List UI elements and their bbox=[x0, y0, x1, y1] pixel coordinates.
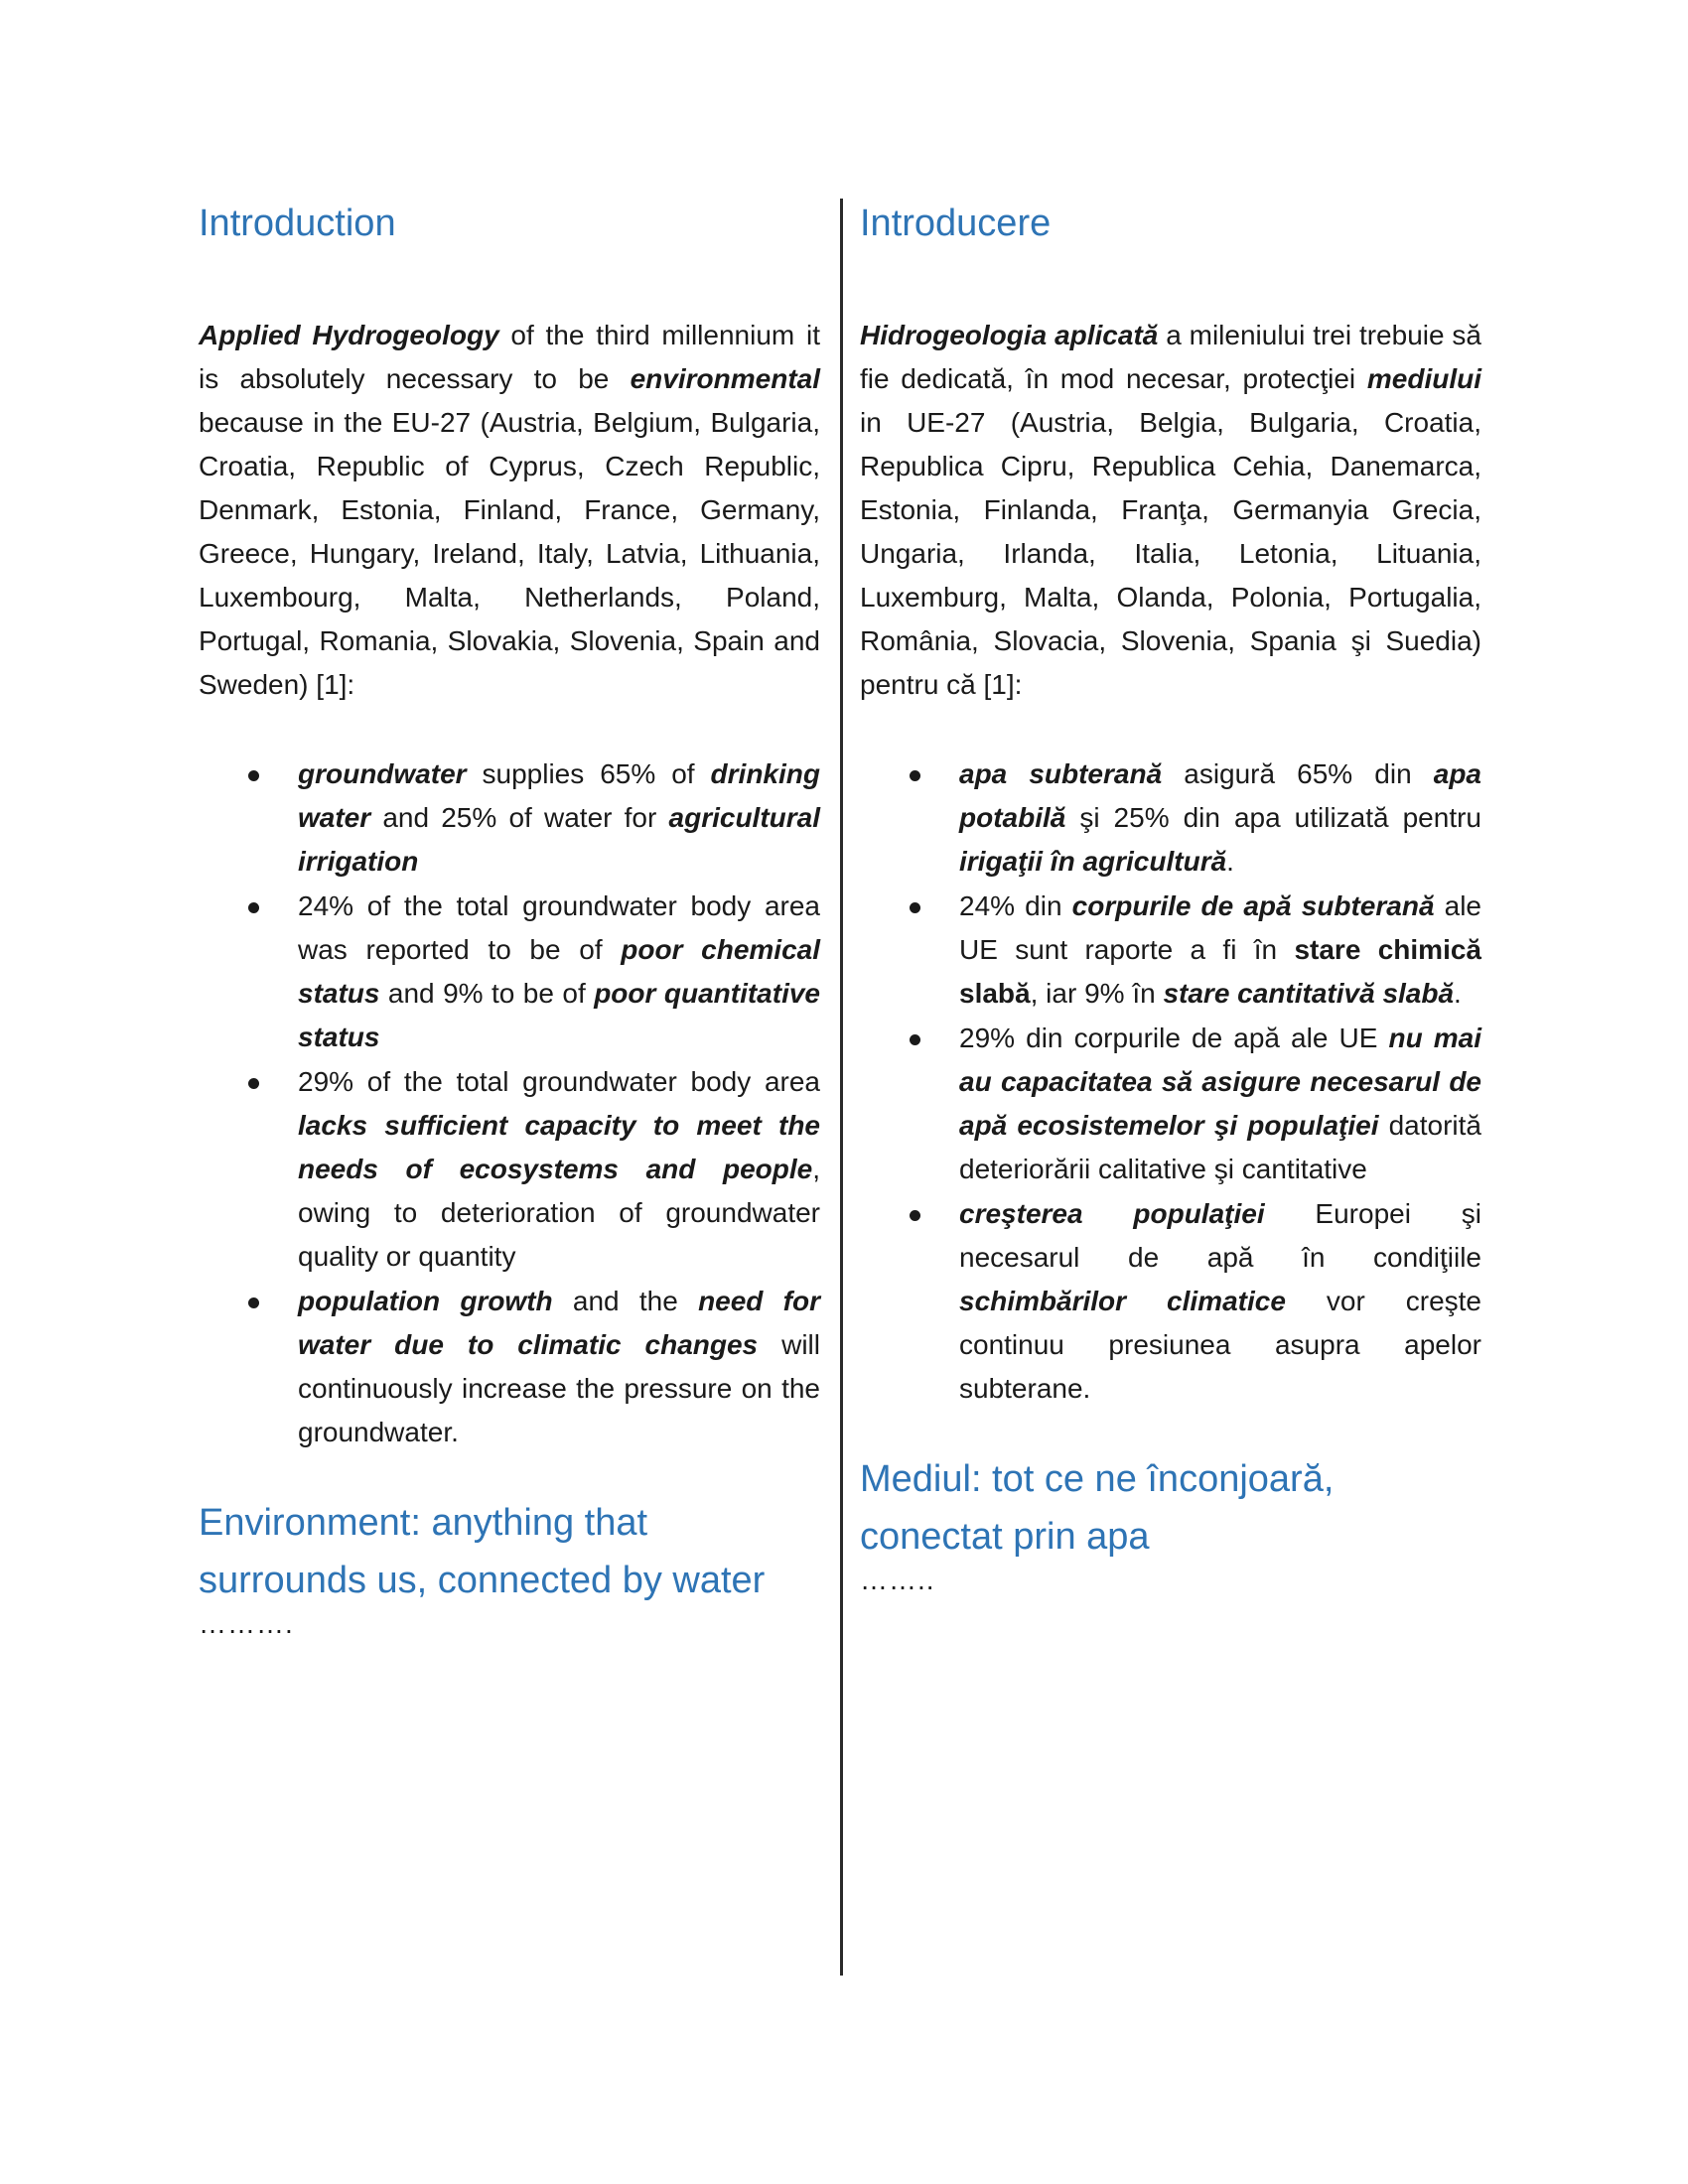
text-run: will continuously increase the pressure on the groundwater. bbox=[298, 1329, 820, 1447]
bullet-item bbox=[199, 1280, 820, 1454]
bullet-item bbox=[860, 885, 1481, 1016]
emphasis-text: lacks sufficient capacity to meet the needs of ecosystems and people bbox=[298, 1110, 820, 1184]
emphasis-text: population growth bbox=[298, 1286, 553, 1316]
emphasis-text: groundwater bbox=[298, 758, 467, 789]
bullet-dot-icon bbox=[910, 1034, 920, 1045]
emphasis-text: drinking water bbox=[298, 758, 820, 833]
emphasis-text: schimbărilor climatice bbox=[959, 1286, 1286, 1316]
bullet-item bbox=[199, 885, 820, 1059]
text-run: in UE-27 (Austria, Belgia, Bulgaria, Croatia, Republica Cipru, Republica Cehia, Danemarca, Estonia, Finlanda, Franţa, Germanyia Grecia, Ungaria, Irlanda, Italia, Letonia, Lituania, Luxemburg, Malta, Olanda, Polonia, Portugalia, România, Slovacia, Slovenia, Spania şi Suedia) pentru că [1]: bbox=[860, 407, 1481, 700]
text-run: 29% of the total groundwater body area bbox=[298, 1066, 820, 1097]
bullet-item bbox=[199, 1060, 820, 1279]
text-run: , owing to deterioration of groundwater quality or quantity bbox=[298, 1154, 820, 1272]
bullet-item bbox=[860, 1192, 1481, 1411]
text-run: vor creşte continuu presiunea asupra apelor subterane. bbox=[959, 1286, 1481, 1404]
continuation-ellipsis: …….. bbox=[860, 1565, 935, 1595]
emphasis-text: agricultural irrigation bbox=[298, 802, 820, 877]
text-run: şi 25% din apa utilizată pentru bbox=[1065, 802, 1481, 833]
bullet-dot-icon bbox=[248, 770, 259, 781]
section-heading-introduction: Introduction bbox=[199, 203, 396, 244]
column-divider bbox=[840, 199, 843, 1976]
emphasis-text: nu mai au capacitatea să asigure necesarul de apă ecosistemelor şi populaţiei bbox=[959, 1023, 1482, 1141]
emphasis-text: corpurile de apă subterană bbox=[1071, 890, 1435, 921]
emphasis-text: environmental bbox=[630, 363, 820, 394]
bullet-list bbox=[199, 752, 820, 1454]
text-run: 29% din corpurile de apă ale UE bbox=[959, 1023, 1389, 1053]
text-run: of the third millennium it is absolutely necessary to be bbox=[199, 320, 820, 394]
bullet-item bbox=[860, 752, 1481, 884]
bullet-dot-icon bbox=[910, 902, 920, 913]
emphasis-text: need for water due to climatic changes bbox=[298, 1286, 820, 1360]
continuation-ellipsis: ………. bbox=[199, 1608, 294, 1639]
bullet-dot-icon bbox=[910, 1210, 920, 1221]
emphasis-text: poor quantitative status bbox=[298, 978, 820, 1052]
bullet-dot-icon bbox=[910, 770, 920, 781]
emphasis-text: stare cantitativă slabă bbox=[1163, 978, 1455, 1009]
text-run: supplies 65% of bbox=[466, 758, 711, 789]
section-heading-mediul: Mediul: tot ce ne înconjoară, conectat prin apa bbox=[860, 1458, 1335, 1558]
text-run: 24% din bbox=[959, 890, 1072, 921]
text-run: and the bbox=[552, 1286, 699, 1316]
romanian-column bbox=[860, 195, 1481, 1595]
bullet-dot-icon bbox=[248, 1297, 259, 1308]
emphasis-text: creşterea populaţiei bbox=[959, 1198, 1265, 1229]
emphasis-text: apa potabilă bbox=[959, 758, 1481, 833]
text-run: and 9% to be of bbox=[379, 978, 595, 1009]
text-run: Europei şi necesarul de apă în condiţiile bbox=[959, 1198, 1481, 1273]
text-run: and 25% of water for bbox=[370, 802, 669, 833]
text-run: , iar 9% în bbox=[1030, 978, 1164, 1009]
bullet-dot-icon bbox=[248, 902, 259, 913]
text-run: asigură 65% din bbox=[1162, 758, 1434, 789]
text-run: datorită deteriorării calitative şi cantitative bbox=[959, 1110, 1481, 1184]
text-run: . bbox=[1226, 846, 1234, 877]
bullet-item bbox=[199, 752, 820, 884]
text-run: . bbox=[1454, 978, 1462, 1009]
section-heading-introducere: Introducere bbox=[860, 203, 1052, 244]
text-run: because in the EU-27 (Austria, Belgium, Bulgaria, Croatia, Republic of Cyprus, Czech Republic, Denmark, Estonia, Finland, France, Germany, Greece, Hungary, Ireland, Italy, Latvia, Lithuania, Luxembourg, Malta, Netherlands, Poland, Portugal, Romania, Slovakia, Slovenia, Spain and Sweden) [1]: bbox=[199, 407, 820, 700]
emphasis-text: Hidrogeologia aplicată bbox=[860, 320, 1159, 350]
intro-paragraph bbox=[199, 314, 820, 707]
text-run: 24% of the total groundwater body area was reported to be of bbox=[298, 890, 820, 965]
intro-paragraph bbox=[860, 314, 1481, 707]
text-run: a mileniului trei trebuie să fie dedicată, în mod necesar, protecţiei bbox=[860, 320, 1481, 394]
emphasis-text: stare chimică slabă bbox=[959, 934, 1481, 1009]
section-heading-environment: Environment: anything that surrounds us, connected by water bbox=[199, 1502, 766, 1601]
bullet-list bbox=[860, 752, 1481, 1411]
english-column bbox=[199, 195, 820, 1639]
bullet-dot-icon bbox=[248, 1078, 259, 1089]
emphasis-text: poor chemical status bbox=[298, 934, 821, 1009]
emphasis-text: Applied Hydrogeology bbox=[199, 320, 499, 350]
text-run: ale UE sunt raporte a fi în bbox=[959, 890, 1482, 965]
emphasis-text: irigaţii în agricultură bbox=[959, 846, 1227, 877]
bullet-item bbox=[860, 1017, 1481, 1191]
emphasis-text: apa subterană bbox=[959, 758, 1163, 789]
emphasis-text: mediului bbox=[1366, 363, 1481, 394]
